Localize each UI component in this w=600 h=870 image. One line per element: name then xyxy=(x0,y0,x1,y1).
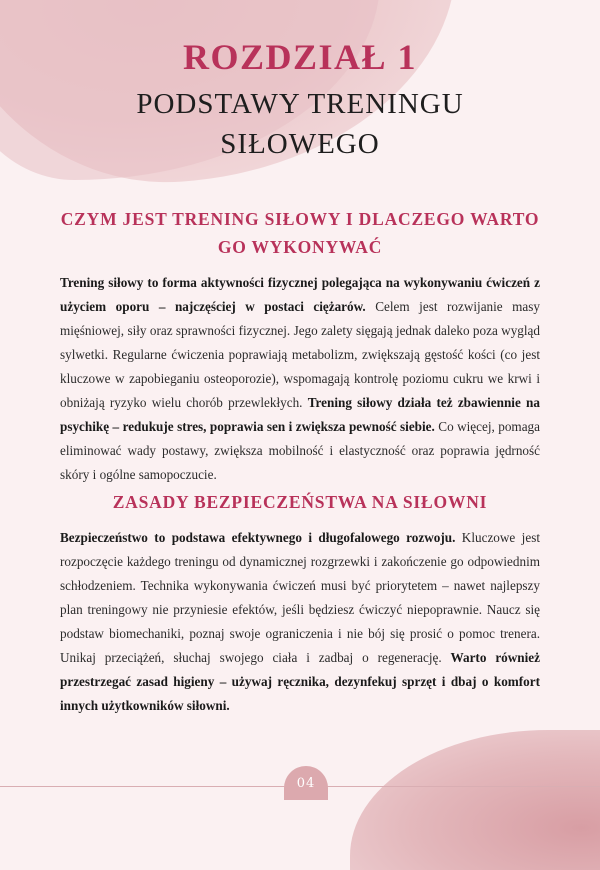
section-heading-line-2: GO WYKONYWAĆ xyxy=(217,237,383,257)
emphasis-text: Bezpieczeństwo to podstawa efektywnego i długofalowego rozwoju. xyxy=(60,530,456,545)
section-heading xyxy=(60,205,540,261)
section-paragraph xyxy=(60,526,540,718)
chapter-title-line-2: SIŁOWEGO xyxy=(220,128,380,160)
emphasis-text: Trening siłowy to forma aktywności fizycznej polegająca na wykonywaniu ćwiczeń z użyciem oporu – najczęściej w postaci ciężarów. xyxy=(60,275,540,314)
chapter-title xyxy=(0,84,600,164)
section-gym-safety xyxy=(60,488,540,718)
chapter-label: ROZDZIAŁ 1 xyxy=(182,37,418,77)
page-number-badge xyxy=(284,766,328,800)
emphasis-text: Warto również przestrzegać zasad higieny – używaj ręcznika, dezynfekuj sprzęt i dbaj o komfort innych użytkowników siłowni. xyxy=(60,650,540,713)
section-heading-line-1: CZYM JEST TRENING SIŁOWY I DLACZEGO WARTO xyxy=(60,209,540,229)
body-text: Celem jest rozwijanie masy mięśniowej, siły oraz sprawności fizycznej. Jego zalety sięgają jednak daleko poza wygląd sylwetki. Regularne ćwiczenia poprawiają metabolizm, zwiększają gęstość kości (co jest kluczowe w zapobieganiu osteoporozie), wspomagają kontrolę poziomu cukru we krwi i obniżają ryzyko wielu chorób przewlekłych. xyxy=(60,299,541,410)
emphasis-text: Trening siłowy działa też zbawiennie na psychikę – redukuje stres, poprawia sen i zwiększa pewność siebie. xyxy=(60,395,540,434)
section-heading: ZASADY BEZPIECZEŃSTWA NA SIŁOWNI xyxy=(112,492,488,512)
body-text: Co więcej, pomaga eliminować wady postawy, zwiększa mobilność i elastyczność oraz poprawia jędrność skóry i ogólne samopoczucie. xyxy=(60,419,540,482)
decorative-blob-bottom xyxy=(350,730,600,870)
section-paragraph xyxy=(60,271,540,487)
page-number: 04 xyxy=(296,775,316,791)
body-text: Kluczowe jest rozpoczęcie każdego treningu od dynamicznej rozgrzewki i zakończenie go odpowiednim schłodzeniem. Technika wykonywania ćwiczeń musi być priorytetem – nawet najlepszy plan treningowy nie przyniesie efektów, jeśli będziesz ćwiczyć niepoprawnie. Naucz się podstaw biomechaniki, poznaj swoje ograniczenia i nie bój się prosić o pomoc trenera. Unikaj przeciążeń, słuchaj swojego ciała i zadbaj o regenerację. xyxy=(60,530,540,665)
chapter-title-line-1: PODSTAWY TRENINGU xyxy=(136,88,464,120)
section-strength-training xyxy=(60,205,540,487)
